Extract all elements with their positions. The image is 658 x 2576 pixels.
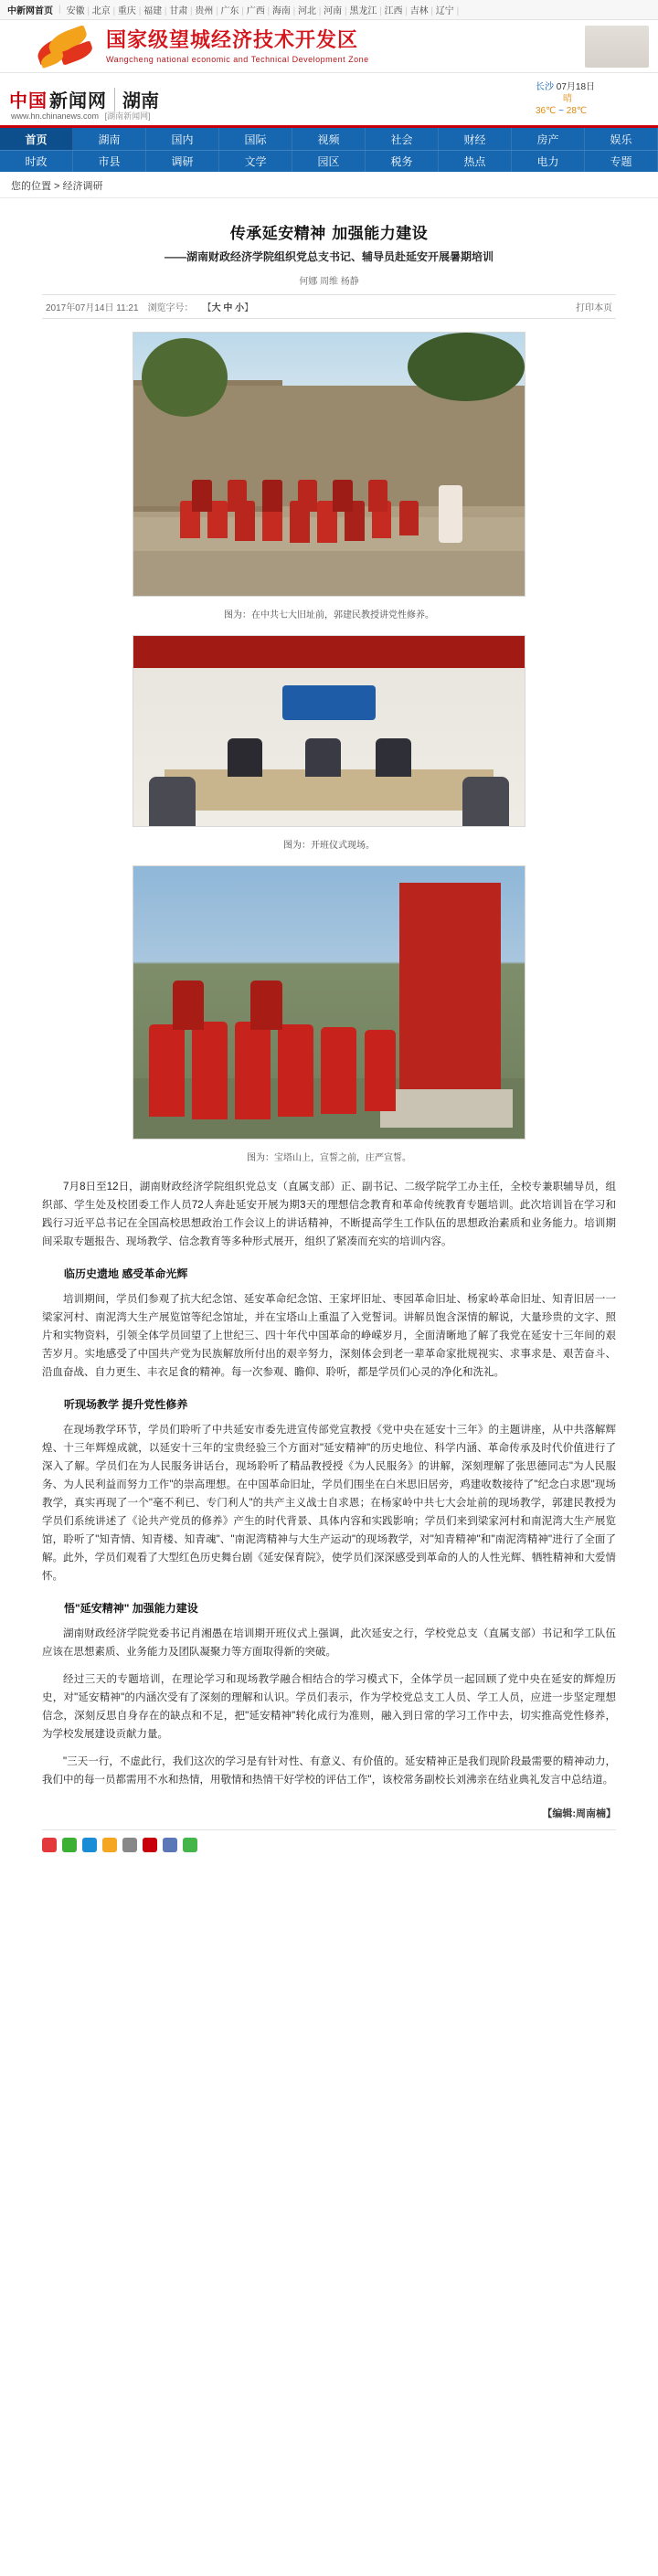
topbar-link-1[interactable]: 北京	[91, 6, 111, 16]
topbar-sep: |	[428, 6, 436, 16]
nav-item-财经[interactable]: 财经	[439, 128, 512, 150]
site-topbar	[0, 0, 658, 20]
topbar-sep: |	[402, 6, 410, 16]
topbar-link-11[interactable]: 黑龙江	[349, 6, 377, 16]
topbar-link-9[interactable]: 河北	[298, 6, 317, 16]
nav-item-税务[interactable]: 税务	[366, 151, 439, 172]
weather-low: 28℃	[566, 106, 588, 116]
print-link[interactable]: 打印本页	[576, 303, 612, 313]
article-paragraph-2: 培训期间，学员们参观了抗大纪念馆、延安革命纪念馆、王家坪旧址、枣园革命旧址、杨家岭革命旧址、知青旧居一一梁家河村、南泥湾大生产展览馆等纪念馆址，并在宝塔山上重温了入党誓词。讲解员饱含深情的解说，大量珍贵的文字、照片和实物资料，引领全体学员回望了上世纪三、四十年代中国革命的峥嵘岁月，全面清晰地了解了我党在延安十三年间的艰苦岁月。实地感受了中国共产党为民族解放所付出的艰辛努力，深刻体会到老一辈革命家批规视实、求事求是、艰苦奋斗、沿血奋战、自力更生、丰衣足食的精神。每一次参观、瞻仰、聆听，都是学员们心灵的净化和洗礼。	[42, 1294, 616, 1378]
logo-text-red: 中国	[9, 90, 48, 111]
figure-1-caption: 图为：在中共七大旧址前，郭建民教授讲党性修养。	[224, 610, 434, 620]
nav-item-国内[interactable]: 国内	[146, 128, 219, 150]
nav-row-2	[0, 150, 658, 172]
logo-province: 湖南	[122, 90, 159, 111]
topbar-sep: |	[342, 6, 350, 16]
banner-decoration	[585, 26, 649, 68]
article-photo-3	[133, 865, 525, 1140]
topbar-link-14[interactable]: 辽宁	[435, 6, 454, 16]
nav-item-电力[interactable]: 电力	[512, 151, 585, 172]
share-favorite-icon[interactable]	[143, 1838, 157, 1852]
nav-item-园区[interactable]: 园区	[292, 151, 366, 172]
topbar-home-link[interactable]: 中新网首页	[7, 6, 53, 16]
banner-ad[interactable]	[0, 20, 658, 73]
article-paragraph-8: "三天一行，不虚此行，我们这次的学习是有针对性、有意义、有价值的。延安精神正是我们现阶段最需要的精神动力，我们中的每一员都需用不水和热情，用敬情和热情干好学校的评估工作"，该校常务副校长刘沸亲在结业典礼发言中总结道。	[42, 1756, 616, 1786]
share-qq-icon[interactable]	[82, 1838, 97, 1852]
main-nav	[0, 128, 658, 172]
topbar-link-12[interactable]: 江西	[384, 6, 403, 16]
topbar-link-3[interactable]: 福建	[143, 6, 163, 16]
topbar-link-2[interactable]: 重庆	[117, 6, 136, 16]
weather-widget[interactable]	[536, 81, 645, 117]
share-copy-link-icon[interactable]	[183, 1838, 197, 1852]
article-photo-2	[133, 635, 525, 827]
site-url	[11, 110, 151, 122]
figure-1	[42, 332, 616, 620]
topbar-link-5[interactable]: 贵州	[195, 6, 214, 16]
topbar-link-6[interactable]: 广东	[220, 6, 239, 16]
topbar-link-4[interactable]: 甘肃	[169, 6, 188, 16]
topbar-link-7[interactable]: 广西	[246, 6, 265, 16]
share-weibo-icon[interactable]	[42, 1838, 57, 1852]
topbar-link-10[interactable]: 河南	[324, 6, 343, 16]
topbar-sep: |	[58, 5, 61, 15]
share-wechat-icon[interactable]	[62, 1838, 77, 1852]
nav-item-文学[interactable]: 文学	[219, 151, 292, 172]
topbar-link-8[interactable]: 海南	[271, 6, 291, 16]
nav-item-时政[interactable]: 时政	[0, 151, 73, 172]
article	[0, 198, 658, 1865]
article-section-heading: 临历史遗地 感受革命光辉	[64, 1267, 188, 1280]
article-section-heading: 听现场教学 提升党性修养	[64, 1398, 188, 1411]
topbar-sep: |	[84, 6, 92, 16]
banner-subtitle: Wangcheng national economic and Technical Development Zone	[106, 54, 369, 64]
nav-item-热点[interactable]: 热点	[439, 151, 512, 172]
share-qzone-icon[interactable]	[102, 1838, 117, 1852]
figure-2	[42, 635, 616, 851]
topbar-sep: |	[135, 6, 144, 16]
topbar-sep: |	[213, 6, 221, 16]
weather-high: 36℃	[536, 106, 557, 116]
article-paragraph-6: 湖南财政经济学院党委书记肖湘愚在培训期开班仪式上强调，此次延安之行，学校党总支（直属支部）书记和学工队伍应该在思想素质、业务能力及团队凝聚力等方面取得新的突破。	[42, 1628, 616, 1658]
nav-item-调研[interactable]: 调研	[146, 151, 219, 172]
weather-line-city-date	[536, 81, 645, 93]
font-size-small[interactable]: 小	[235, 303, 245, 313]
nav-item-首页[interactable]: 首页	[0, 128, 73, 150]
article-body	[42, 1178, 616, 1789]
breadcrumb-text: 您的位置 > 经济调研	[11, 181, 103, 192]
article-editor: 【编辑:周南楠】	[542, 1808, 616, 1819]
share-renren-icon[interactable]	[163, 1838, 177, 1852]
page-title: 传承延安精神 加强能力建设	[229, 225, 429, 243]
nav-item-房产[interactable]: 房产	[512, 128, 585, 150]
nav-item-娱乐[interactable]: 娱乐	[585, 128, 658, 150]
views-label: 浏览字号：	[147, 303, 194, 313]
banner-title: 国家级望城经济技术开发区	[106, 28, 359, 52]
nav-item-国际[interactable]: 国际	[219, 128, 292, 150]
site-logo[interactable]	[0, 86, 159, 112]
figure-3	[42, 865, 616, 1163]
weather-date: 07月18日	[556, 82, 596, 92]
figure-3-caption: 图为：宝塔山上，宣誓之前，庄严宣誓。	[247, 1153, 411, 1163]
flame-icon	[35, 26, 102, 68]
topbar-province-links	[67, 3, 460, 16]
topbar-sep: |	[110, 6, 118, 16]
site-header	[0, 73, 658, 128]
topbar-sep: |	[187, 6, 196, 16]
weather-dash: ~	[558, 106, 564, 116]
nav-row-1	[0, 128, 658, 150]
logo-divider	[114, 88, 115, 111]
site-url-text: www.hn.chinanews.com	[11, 111, 100, 121]
topbar-sep: |	[316, 6, 324, 16]
logo-text-dark: 新闻网	[49, 90, 107, 111]
nav-item-市县[interactable]: 市县	[73, 151, 146, 172]
article-paragraph-4: 在现场教学环节，学员们聆听了中共延安市委先进宣传部党宣教授《党中央在延安十三年》的主题讲座，从中共落解辉煌、十三年辉煌成就，以延安十三年的宝贵经验三个方面对"延安精神"的历史地位、科学内涵、革命传承及时代价值进行了深入了解。学员们在为人民服务讲话台，现场聆听了精品教授授《为人民服务》的讲解，深刻理解了张思德同志"为人民服务、为人民利益而努力工作"的崇高理想。在中国革命旧址，学员们围坐在白米思旧居旁，鸡建收数接待了"纪念白求恩"现场教学，真实再现了一个"毫不利已、专门利人"的共产主义战士自求恩；在杨家岭中共七大会址前的现场教学，郭建民教授为学员们系统讲述了《论共产党员的修养》产生的时代背景、具体内容和实践影响；学员们来到梁家河村和南泥湾大生产展览馆，聆听了"知青情、知青楼、知青魂"、"南泥湾精神与大生产运动"的现场教学，对"知青精神"和"南泥湾精神"进行了全面了解。此外，学员们观看了大型红色历史舞台剧《延安保育院》，使学员们深深感受到革命的人的人性光辉、牺牲精神和大爱情怀。	[42, 1425, 616, 1582]
article-metabar	[42, 294, 616, 319]
article-paragraph-7: 经过三天的专题培训，在理论学习和现场教学融合相结合的学习模式下，全体学员一起回顾了党中央在延安的辉煌历史，对"延安精神"的内涵次受有了深刻的理解和认识。学员们表示，作为学校党总支工人员、学工人员，应进一步坚定理想信念，深刻反思自身存在的缺点和不足，把"延安精神"转化成行为准则，融入到日常的学习工作中去，切实推高党性修养，为学校发展建设贡献力量。	[42, 1674, 616, 1740]
topbar-sep: |	[290, 6, 299, 16]
article-paragraph-0: 7月8日至12日，湖南财政经济学院组织党总支（直属支部）正、副书记、二级学院学工办主任，全校专兼职辅导员，组织部、学生处及校团委工作人员72人奔赴延安开展为期3天的理想信念教育和革命传统教育专题培训。此次培训旨在学习和践行习近平总书记在全国高校思想政治工作会议上的讲话精神，不断提高学生工作队伍的思想政治素质和业务能力。培训期间采取专题报告、现场教学、信念教育等多种形式展开，组织了紧凑而充实的培训内容。	[42, 1182, 616, 1247]
font-size-medium[interactable]: 中	[223, 303, 233, 313]
breadcrumb	[0, 172, 658, 198]
figure-2-caption: 图为：开班仪式现场。	[283, 841, 375, 851]
weather-condition: 晴	[563, 94, 572, 104]
weather-city: 长沙	[536, 82, 554, 92]
share-more-icon[interactable]	[122, 1838, 137, 1852]
article-subtitle: ——湖南财政经济学院组织党总支书记、辅导员赴延安开展暑期培训	[164, 250, 494, 263]
share-bar	[42, 1829, 616, 1865]
article-photo-1	[133, 332, 525, 597]
topbar-sep: |	[162, 6, 170, 16]
article-byline: 何娜 周维 杨静	[299, 277, 359, 287]
nav-item-社会[interactable]: 社会	[366, 128, 439, 150]
weather-temp	[536, 105, 645, 117]
font-size-large[interactable]: 大	[211, 303, 221, 313]
article-section-heading: 悟"延安精神" 加强能力建设	[64, 1602, 198, 1615]
site-url-note: [湖南新闻网]	[104, 111, 151, 121]
font-size-controls[interactable]: 【大 中 小】	[202, 303, 254, 313]
nav-item-湖南[interactable]: 湖南	[73, 128, 146, 150]
topbar-sep: |	[239, 6, 247, 16]
article-date: 2017年07月14日 11:21	[46, 303, 139, 313]
topbar-sep: |	[377, 6, 385, 16]
topbar-sep: |	[453, 6, 460, 16]
topbar-sep: |	[264, 6, 272, 16]
banner-text	[102, 29, 585, 64]
topbar-link-13[interactable]: 吉林	[409, 6, 429, 16]
topbar-link-0[interactable]: 安徽	[66, 6, 85, 16]
nav-item-视频[interactable]: 视频	[292, 128, 366, 150]
nav-item-专题[interactable]: 专题	[585, 151, 658, 172]
